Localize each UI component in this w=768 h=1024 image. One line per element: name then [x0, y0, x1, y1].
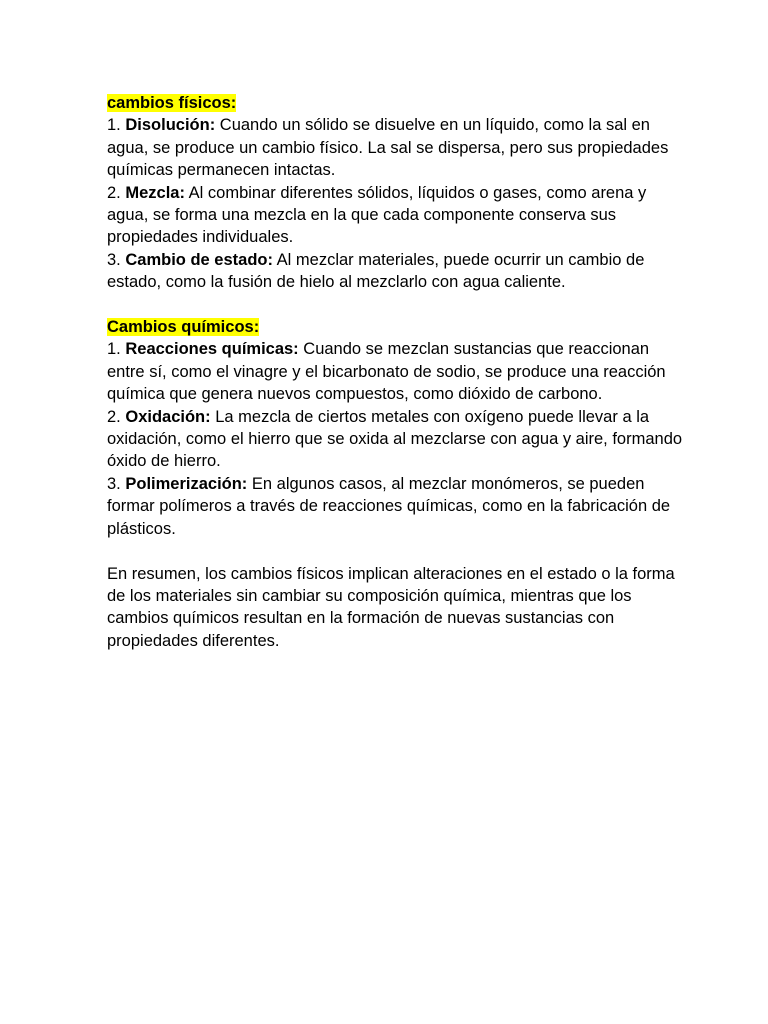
item-text: Cuando un sólido se disuelve en un líquido, como la sal en agua, se produce un cambio físico. La sal se dispersa, pero sus propiedades químicas permanecen intactas. — [107, 116, 669, 180]
item-text: La mezcla de ciertos metales con oxígeno puede llevar a la oxidación, como el hierro que se oxida al mezclarse con agua y aire, formando óxido de hierro. — [107, 407, 683, 471]
item-number: 3. — [107, 250, 126, 269]
list-item — [107, 249, 687, 294]
item-text: Cuando se mezclan sustancias que reaccionan entre sí, como el vinagre y el bicarbonato de sodio, se produce una reacción química que genera nuevos compuestos, como dióxido de carbono. — [107, 340, 666, 404]
item-number: 1. — [107, 116, 126, 135]
list-item — [107, 338, 687, 405]
list-item — [107, 406, 687, 473]
section-heading-physical: cambios físicos: — [107, 94, 237, 112]
item-term: Oxidación: — [125, 407, 211, 426]
item-number: 2. — [107, 407, 126, 426]
item-term: Mezcla: — [125, 183, 185, 202]
paragraph-spacer — [107, 540, 687, 562]
item-term: Reacciones químicas: — [125, 340, 299, 359]
item-number: 1. — [107, 340, 126, 359]
document-page — [107, 92, 687, 652]
item-number: 2. — [107, 183, 126, 202]
summary-paragraph: En resumen, los cambios físicos implican alteraciones en el estado o la forma de los materiales sin cambiar su composición química, mientras que los cambios químicos resultan en la formación de nuevas sustancias con propiedades diferentes. — [107, 564, 675, 650]
list-item — [107, 114, 687, 181]
paragraph-spacer — [107, 294, 687, 316]
item-text: En algunos casos, al mezclar monómeros, se pueden formar polímeros a través de reacciones químicas, como en la fabricación de plásticos. — [107, 474, 671, 538]
section-heading-chemical: Cambios químicos: — [107, 318, 260, 337]
item-text: Al mezclar materiales, puede ocurrir un cambio de estado, como la fusión de hielo al mezclarlo con agua caliente. — [107, 250, 645, 292]
list-item — [107, 182, 687, 249]
section-chemical-changes — [107, 316, 687, 540]
item-term: Polimerización: — [125, 474, 248, 493]
item-term: Cambio de estado: — [125, 250, 273, 269]
section-physical-changes — [107, 92, 687, 294]
item-number: 3. — [107, 474, 126, 493]
item-text: Al combinar diferentes sólidos, líquidos o gases, como arena y agua, se forma una mezcla en la que cada componente conserva sus propiedades individuales. — [107, 183, 647, 247]
item-term: Disolución: — [125, 116, 216, 135]
list-item — [107, 473, 687, 540]
